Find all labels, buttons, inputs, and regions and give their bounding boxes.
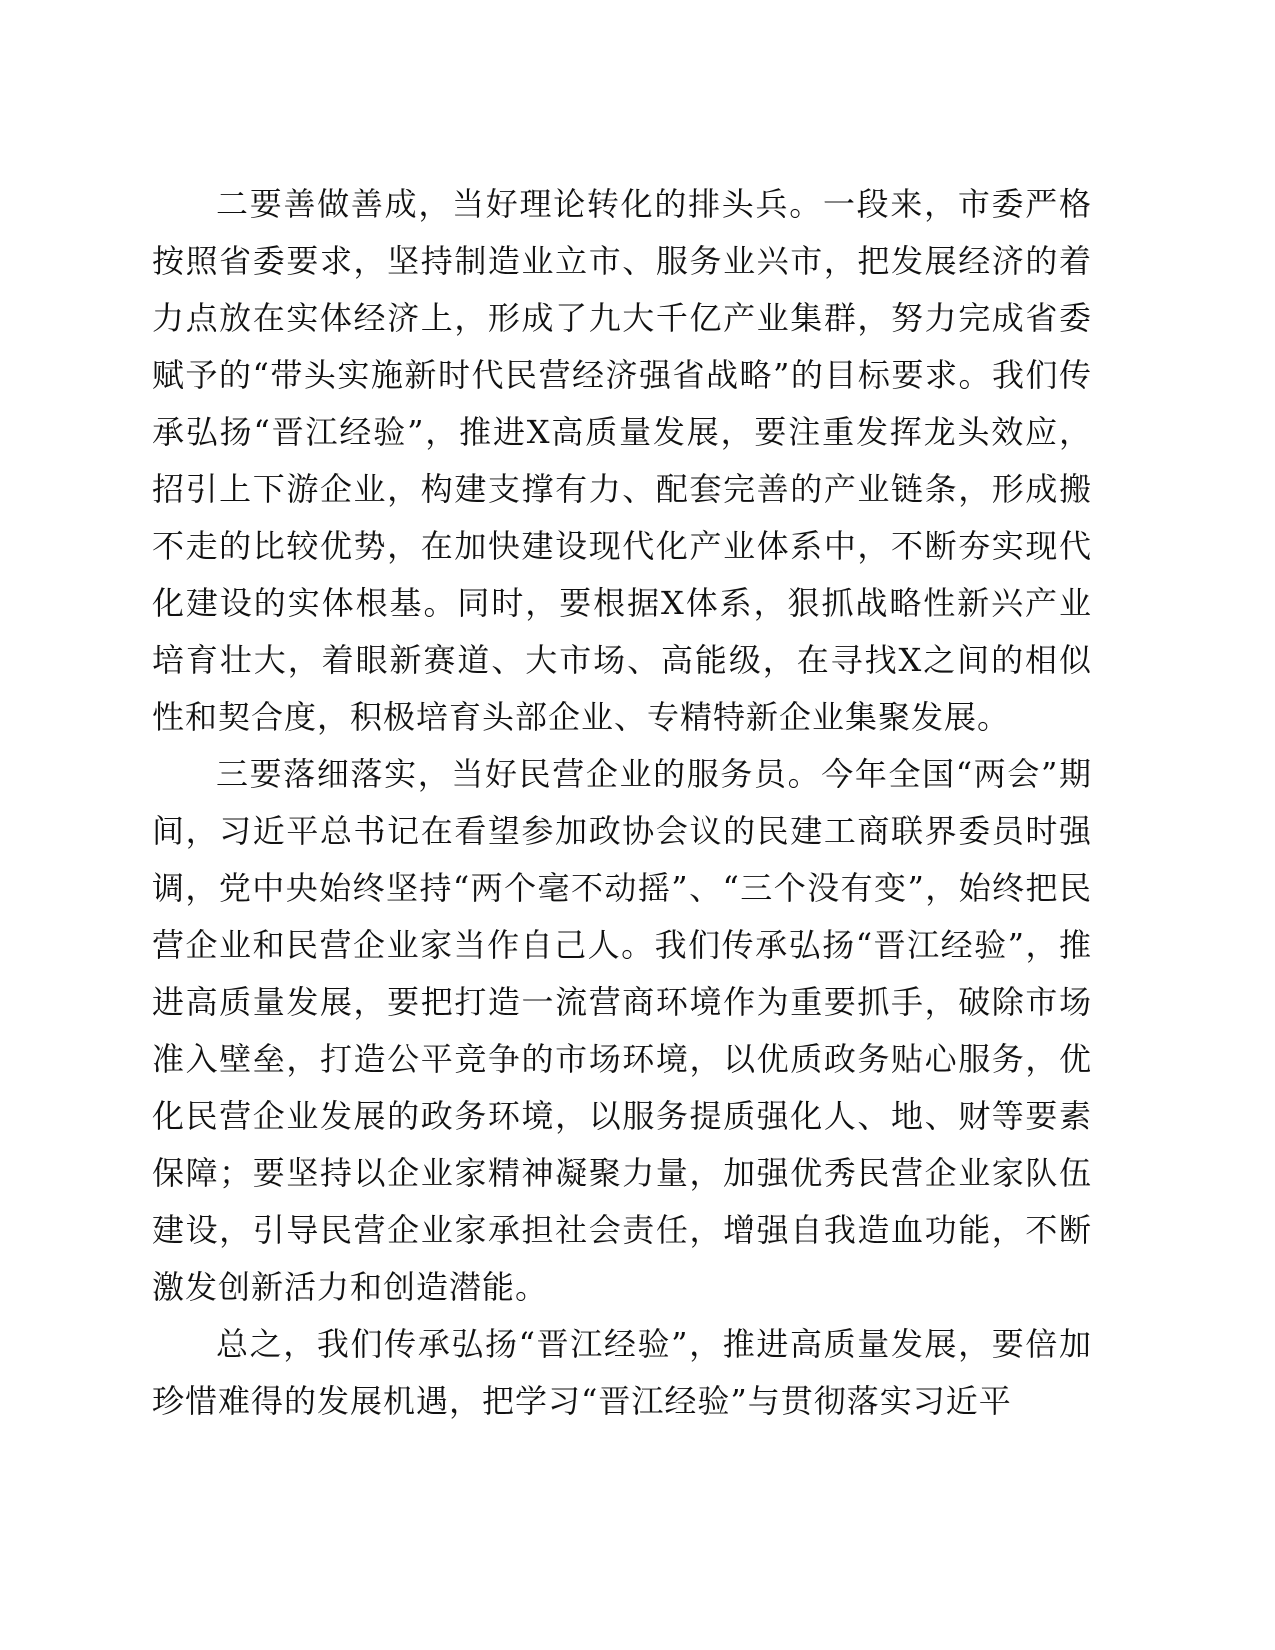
- paragraph-private-enterprise: 三要落细落实，当好民营企业的服务员。今年全国“两会”期间，习近平总书记在看望参加政协会议的民建工商联界委员时强调，党中央始终坚持“两个毫不动摇”、“三个没有变”，始终把民营企业和民营企业家当作自己人。我们传承弘扬“晋江经验”，推进高质量发展，要把打造一流营商环境作为重要抓手，破除市场准入壁垒，打造公平竞争的市场环境，以优质政务贴心服务，优化民营企业发展的政务环境，以服务提质强化人、地、财等要素保障；要坚持以企业家精神凝聚力量，加强优秀民营企业家队伍建设，引导民营企业家承担社会责任，增强自我造血功能，不断激发创新活力和创造潜能。: [152, 755, 1092, 1306]
- paragraph-industry: 二要善做善成，当好理论转化的排头兵。一段来，市委严格按照省委要求，坚持制造业立市、服务业兴市，把发展经济的着力点放在实体经济上，形成了九大千亿产业集群，努力完成省委赋予的“带头实施新时代民营经济强省战略”的目标要求。我们传承弘扬“晋江经验”，推进X高质量发展，要注重发挥龙头效应，招引上下游企业，构建支撑有力、配套完善的产业链条，形成搬不走的比较优势，在加快建设现代化产业体系中，不断夯实现代化建设的实体根基。同时，要根据X体系，狠抓战略性新兴产业培育壮大，着眼新赛道、大市场、高能级，在寻找X之间的相似性和契合度，积极培育头部企业、专精特新企业集聚发展。: [152, 185, 1092, 736]
- paragraph-conclusion: 总之，我们传承弘扬“晋江经验”，推进高质量发展，要倍加珍惜难得的发展机遇，把学习“晋江经验”与贯彻落实习近平: [152, 1325, 1092, 1420]
- body-text: [152, 176, 1092, 1430]
